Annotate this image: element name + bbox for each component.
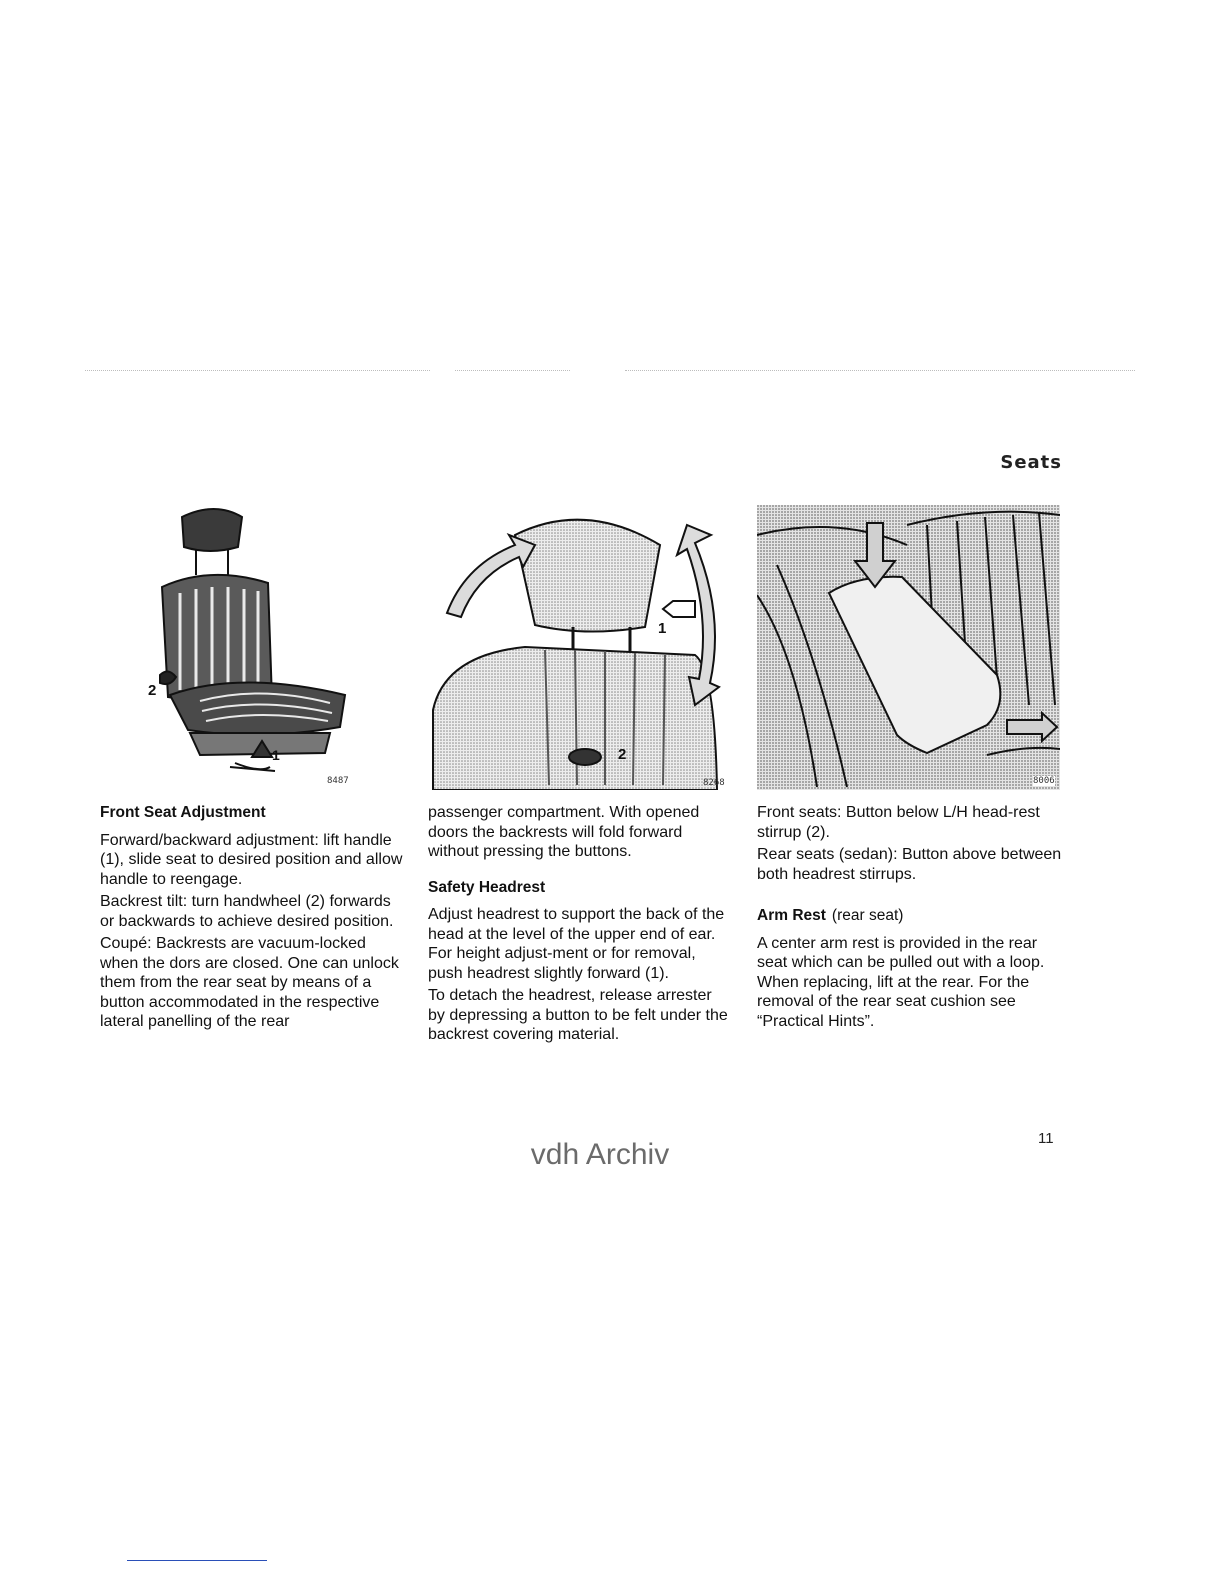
figure-callout: 2 <box>618 746 627 763</box>
paragraph: Rear seats (sedan): Button above between both headrest stirrups. <box>757 846 1062 883</box>
paragraph-continuation: passenger compartment. With opened doors the backrests will fold forward without pressing the buttons. <box>428 804 700 860</box>
heading-front-seat-adjustment: Front Seat Adjustment <box>100 804 266 821</box>
arm-rest-illustration <box>757 505 1060 790</box>
column-safety-headrest <box>428 803 733 1048</box>
figure-number: 8006 <box>1033 776 1055 786</box>
heading-arm-rest <box>757 906 1062 926</box>
page-number: 11 <box>1038 1130 1054 1147</box>
paragraph: Adjust headrest to support the back of the head at the level of the upper end of ear. For height adjust-ment or for removal, push headrest slightly forward (1). <box>428 906 725 982</box>
heading-arm-rest-title: Arm Rest <box>757 907 826 924</box>
column-arm-rest <box>757 803 1062 1034</box>
paragraph: Backrest tilt: turn handwheel (2) forwards or backwards to achieve desired position. <box>100 893 394 930</box>
figure-front-seat <box>140 505 360 790</box>
paragraph: Front seats: Button below L/H head-rest stirrup (2). <box>757 804 1040 841</box>
paragraph: To detach the headrest, release arrester by depressing a button to be felt under the backrest covering material. <box>428 987 728 1043</box>
headrest-illustration <box>425 505 730 790</box>
section-title: Seats <box>1000 452 1062 473</box>
figure-callout: 2 <box>148 682 157 699</box>
figure-callout: 1 <box>272 747 280 763</box>
figure-number: 8268 <box>703 778 725 788</box>
figure-arm-rest <box>757 505 1060 790</box>
bottom-link-underline <box>127 1560 267 1561</box>
top-divider-right <box>625 370 1135 371</box>
figure-callout: 1 <box>658 620 667 637</box>
watermark: vdh Archiv <box>530 1138 670 1171</box>
column-front-seat <box>100 803 405 1035</box>
paragraph: A center arm rest is provided in the rear seat which can be pulled out with a loop. When replacing, lift at the rear. For the removal of the rear seat cushion see “Practical Hints”. <box>757 934 1045 1030</box>
heading-safety-headrest: Safety Headrest <box>428 878 546 896</box>
paragraph: Coupé: Backrests are vacuum-locked when the dors are closed. One can unlock them from the rear seat by means of a button accommodated in the respective lateral panelling of the rear <box>100 935 399 1030</box>
front-seat-illustration <box>140 505 360 790</box>
figure-number: 8487 <box>327 776 349 786</box>
heading-arm-rest-subtitle: (rear seat) <box>831 907 904 924</box>
top-divider-left <box>85 370 430 371</box>
top-divider-middle <box>455 370 570 371</box>
figure-safety-headrest <box>425 505 730 790</box>
paragraph: Forward/backward adjustment: lift handle (1), slide seat to desired position and allow handle to reengage. <box>100 831 403 888</box>
